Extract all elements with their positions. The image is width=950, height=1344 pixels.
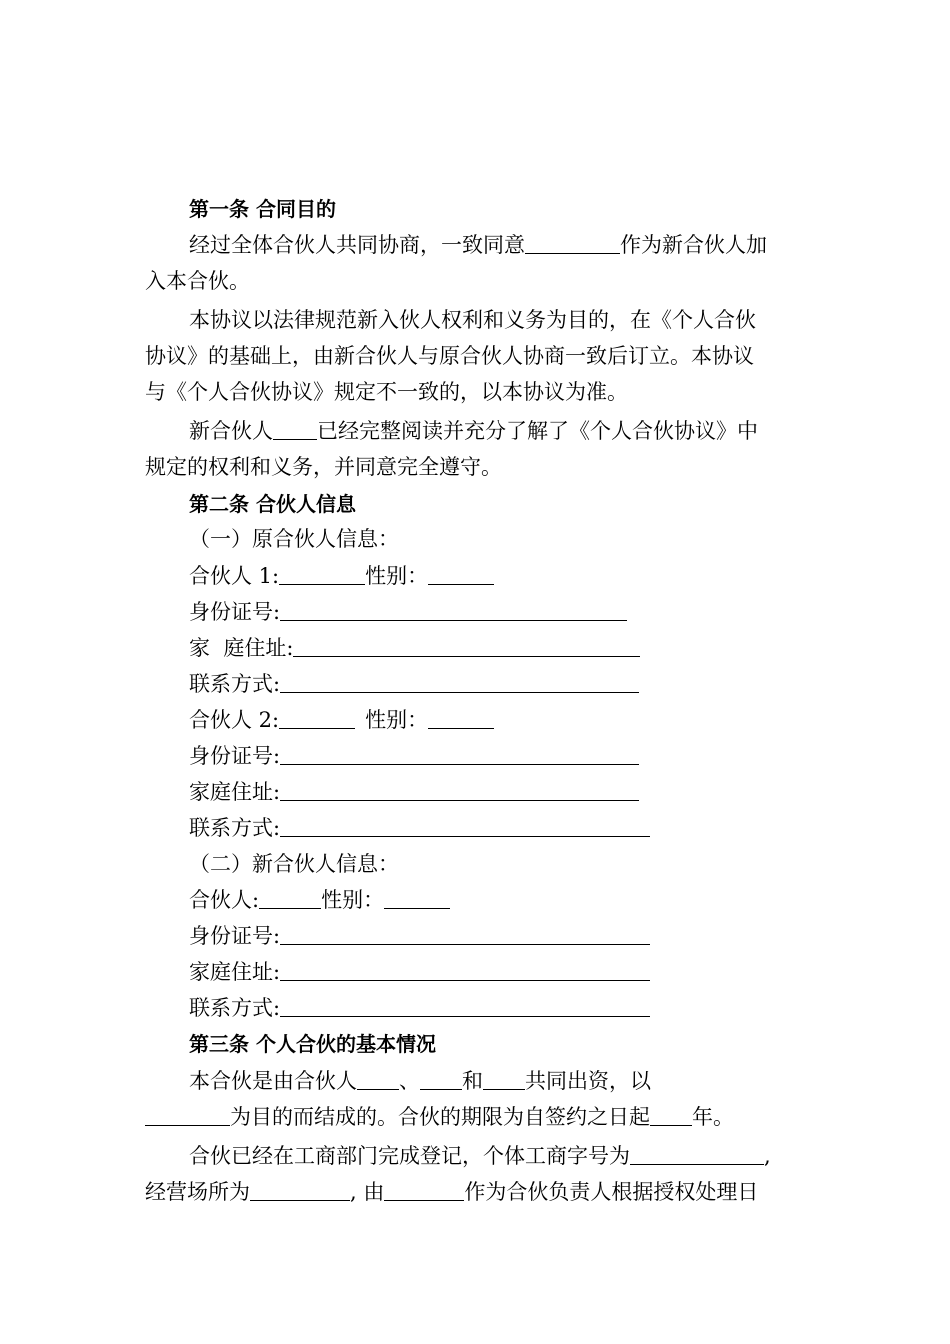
new-partner-address-row [189,954,810,990]
partner-2-id-field[interactable] [280,742,639,765]
new-partner-row [189,882,810,918]
partner-2-row [189,702,810,738]
new-partner-header: （二）新合伙人信息： [189,852,399,876]
text-segment: 本合伙是由合伙人 [189,1069,357,1093]
text-segment: 经过全体合伙人共同协商，一致同意 [189,233,525,257]
partner-1-label: 合伙人 1: [189,564,280,588]
partner-2-label: 合伙人 2: [189,708,280,732]
article-1-paragraph-2-cont: 协议》的基础上，由新合伙人与原合伙人协商一致后订立。本协议 [145,344,754,368]
article-3-paragraph-1-cont [145,1099,810,1135]
article-1-paragraph-2: 本协议以法律规范新入伙人权利和义务为目的，在《个人合伙 [189,308,756,332]
blank-partner-b[interactable] [420,1067,462,1090]
blank-new-partner-name-2[interactable] [273,417,317,440]
article-2-title: 第二条 合伙人信息 [189,492,356,516]
partner-1-name-field[interactable] [279,562,365,585]
blank-term-years[interactable] [650,1103,692,1126]
address-label: 家庭住址: [189,960,281,984]
blank-business-name[interactable] [630,1142,764,1165]
article-1-paragraph-1-cont: 入本合伙。 [145,269,250,293]
new-partner-id-row [189,918,810,954]
text-segment: , 由 [350,1180,385,1204]
id-label: 身份证号: [189,744,281,768]
contact-label: 联系方式: [189,996,281,1020]
text-segment: 共同出资，以 [525,1069,651,1093]
article-3-paragraph-2 [189,1138,810,1174]
id-label: 身份证号: [189,600,281,624]
partner-1-id-field[interactable] [280,598,627,621]
partner-1-gender-field[interactable] [428,562,494,585]
text-segment: 经营场所为 [145,1180,250,1204]
article-1-paragraph-3-cont: 规定的权利和义务，并同意完全遵守。 [145,455,502,479]
article-3-paragraph-1 [189,1063,810,1099]
partner-1-address-field[interactable] [293,634,640,657]
partner-2-gender-field[interactable] [428,706,494,729]
article-1-paragraph-3 [189,413,810,449]
article-1-paragraph-1 [189,227,810,263]
text-segment: 、 [399,1069,420,1093]
new-partner-address-field[interactable] [280,958,650,981]
partner-2-address-field[interactable] [280,778,639,801]
text-segment: 作为新合伙人加 [620,233,767,257]
blank-new-partner-name[interactable] [525,231,620,254]
article-3-title: 第三条 个人合伙的基本情况 [189,1032,436,1056]
article-1-paragraph-2-end: 与《个人合伙协议》规定不一致的，以本协议为准。 [145,380,628,404]
text-segment: 为目的而结成的。合伙的期限为自签约之日起 [230,1105,650,1129]
article-1-title: 第一条 合同目的 [189,197,336,221]
address-label: 家 庭住址: [189,636,294,660]
text-segment: 合伙已经在工商部门完成登记，个体工商字号为 [189,1144,630,1168]
partner-2-id-row [189,738,810,774]
gender-label: 性别： [365,564,429,588]
partner-2-contact-row [189,810,810,846]
blank-responsible-partner[interactable] [384,1178,464,1201]
gender-label: 性别： [321,888,385,912]
partner-1-contact-row [189,666,810,702]
new-partner-gender-field[interactable] [384,886,450,909]
contact-label: 联系方式: [189,816,281,840]
new-partner-label: 合伙人: [189,888,260,912]
article-3-paragraph-2-cont [145,1174,810,1210]
blank-purpose[interactable] [145,1103,230,1126]
text-segment: , [764,1144,771,1168]
text-segment: 作为合伙负责人根据授权处理日 [464,1180,759,1204]
contact-label: 联系方式: [189,672,281,696]
partner-2-contact-field[interactable] [280,814,650,837]
blank-business-location[interactable] [250,1178,350,1201]
text-segment: 年。 [692,1105,734,1129]
id-label: 身份证号: [189,924,281,948]
text-segment: 已经完整阅读并充分了解了《个人合伙协议》中 [317,419,758,443]
address-label: 家庭住址: [189,780,281,804]
new-partner-name-field[interactable] [259,886,321,909]
text-segment: 和 [462,1069,483,1093]
partner-1-row [189,558,810,594]
new-partner-contact-field[interactable] [280,994,650,1017]
blank-partner-c[interactable] [483,1067,525,1090]
partner-1-address-row [189,630,810,666]
text-segment: 新合伙人 [189,419,273,443]
partner-1-contact-field[interactable] [280,670,639,693]
partner-2-address-row [189,774,810,810]
partner-2-name-field[interactable] [279,706,355,729]
blank-partner-a[interactable] [357,1067,399,1090]
new-partner-contact-row [189,990,810,1026]
new-partner-id-field[interactable] [280,922,650,945]
original-partner-header: （一）原合伙人信息： [189,527,399,551]
partner-1-id-row [189,594,810,630]
gender-label: 性别： [365,708,429,732]
